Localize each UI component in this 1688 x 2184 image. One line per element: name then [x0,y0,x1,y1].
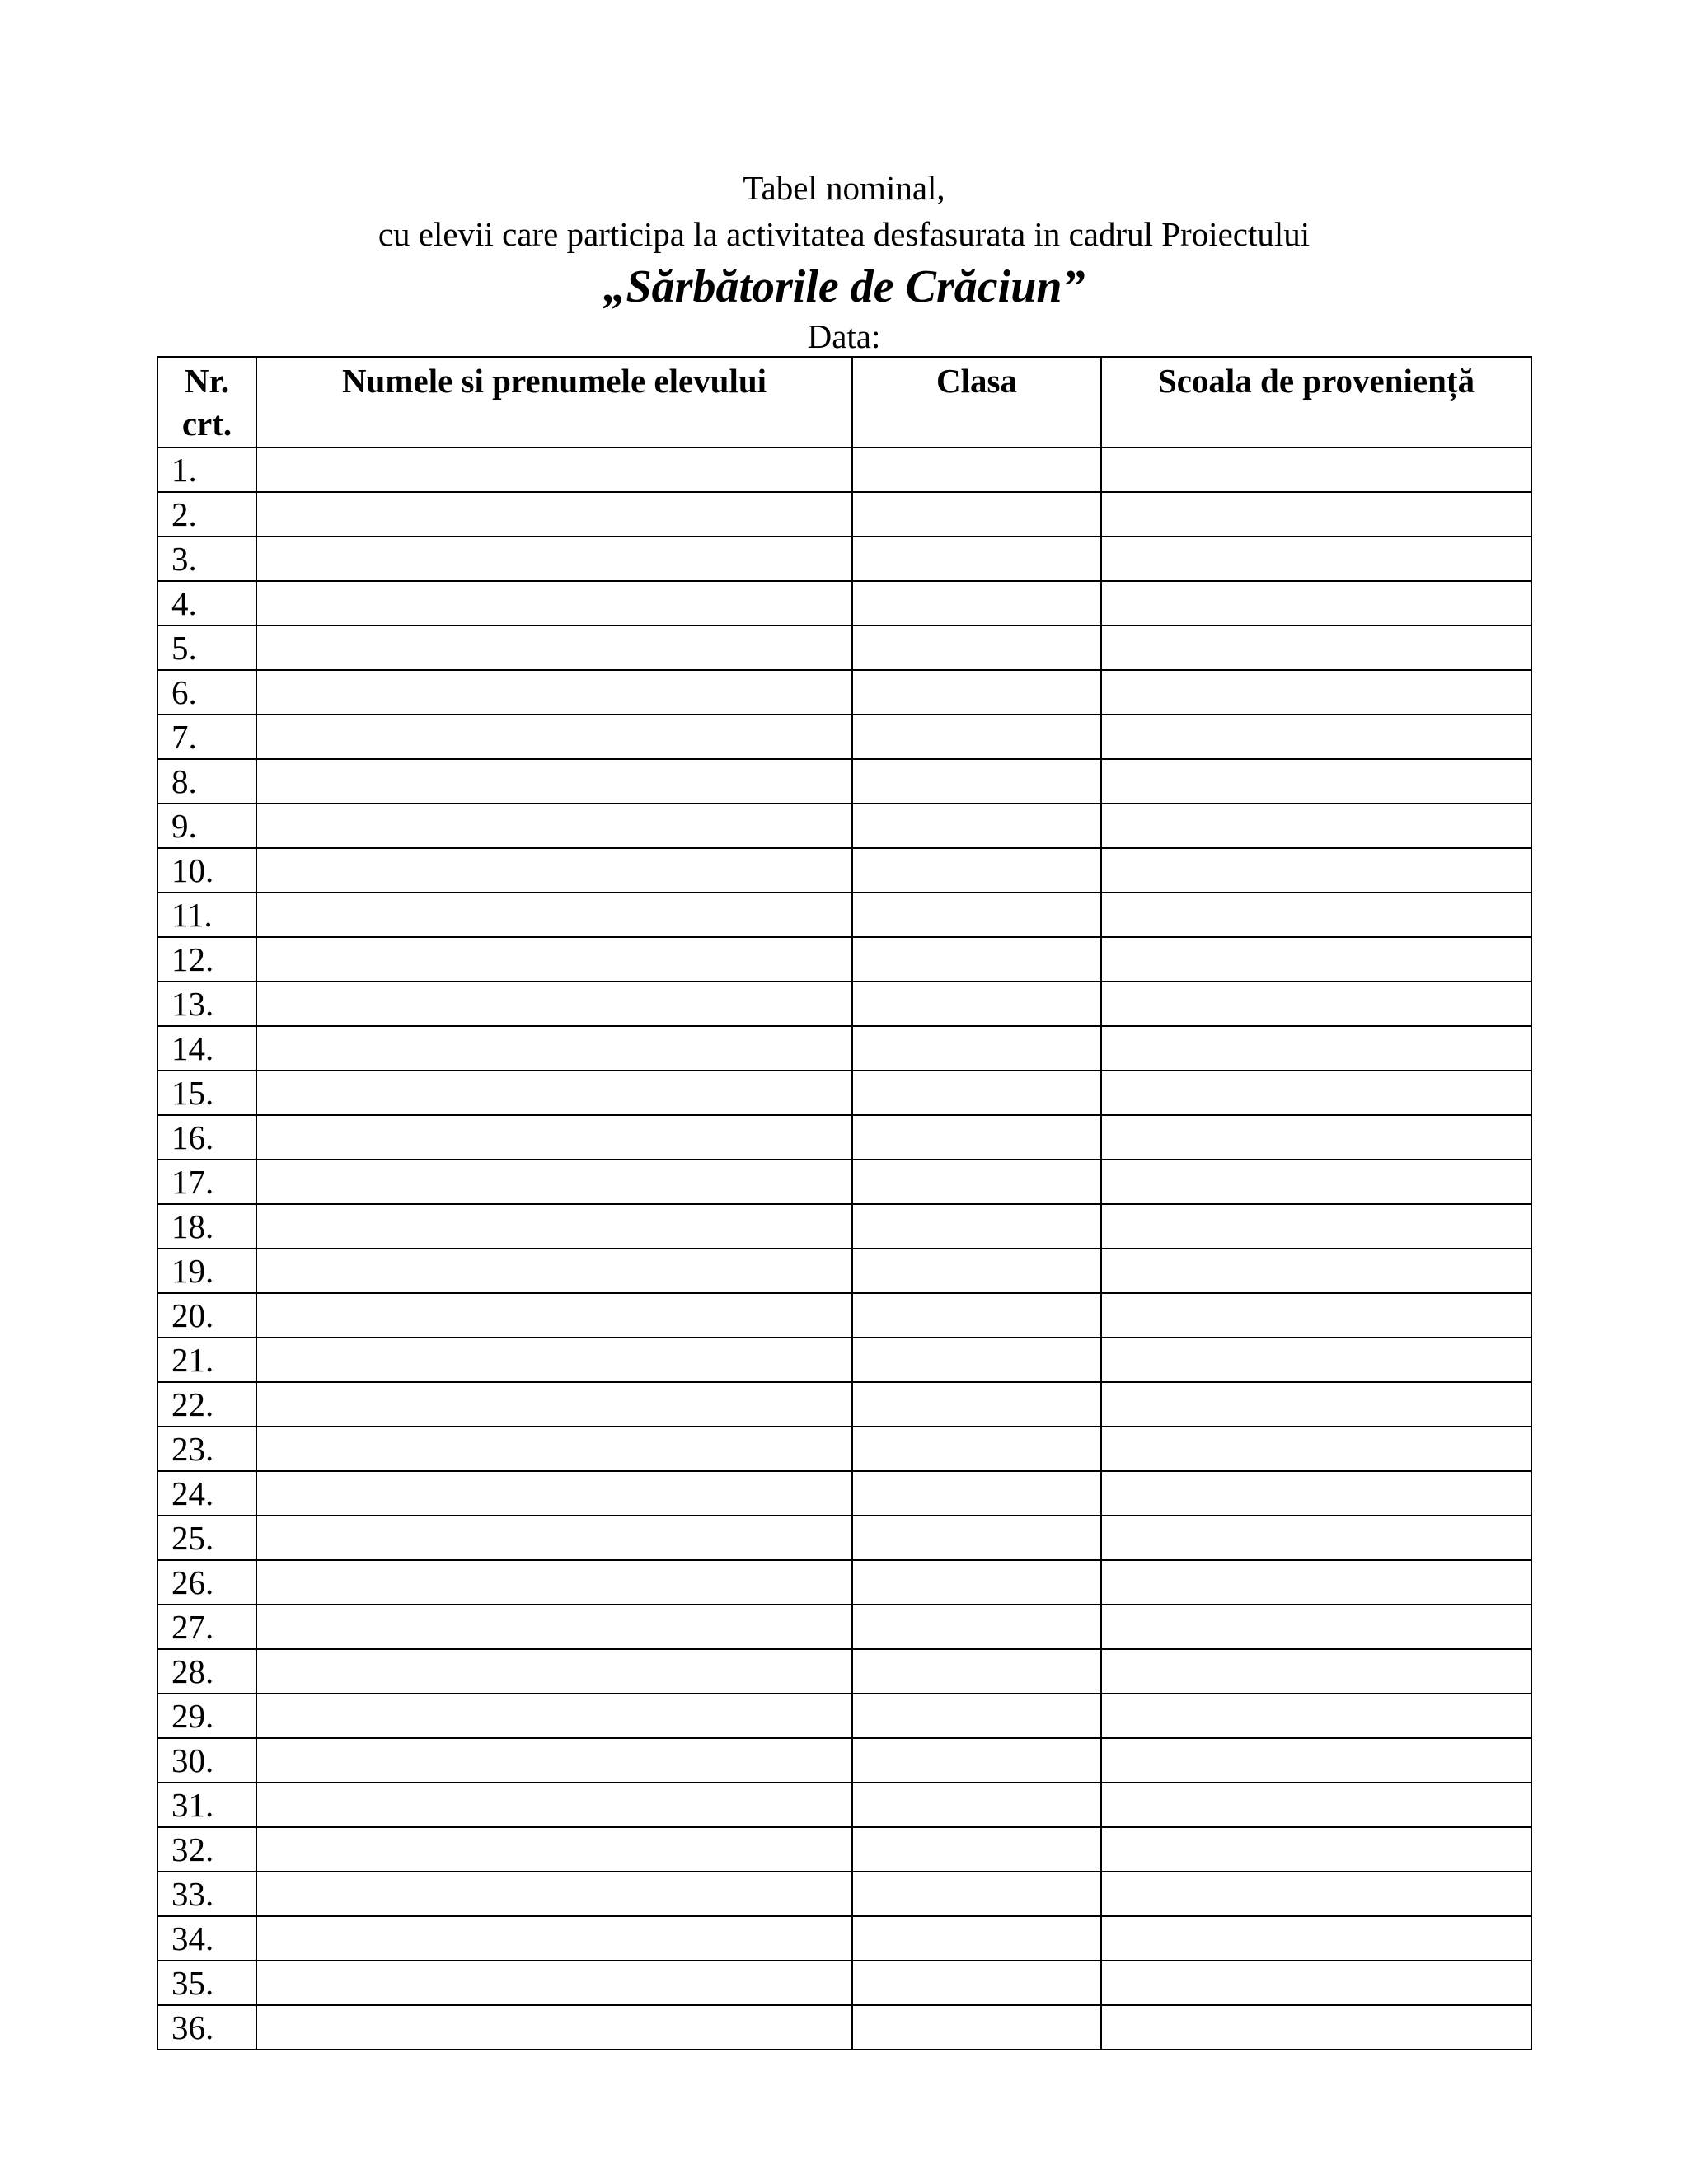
row-number: 18. [157,1204,256,1249]
name-cell[interactable] [256,1738,852,1783]
school-cell[interactable] [1101,1427,1531,1471]
row-number: 30. [157,1738,256,1783]
name-cell[interactable] [256,448,852,492]
table-row [157,1471,1531,1516]
school-cell[interactable] [1101,1471,1531,1516]
table-row [157,1738,1531,1783]
document-subheading: cu elevii care participa la activitatea desfasurata in cadrul Proiectului [377,215,1311,253]
row-number: 3. [157,537,256,581]
school-cell[interactable] [1101,1160,1531,1204]
class-cell[interactable] [852,492,1101,537]
name-cell[interactable] [256,581,852,626]
table-row [157,1827,1531,1872]
row-number: 34. [157,1916,256,1961]
class-cell[interactable] [852,804,1101,848]
column-header-name: Numele si prenumele elevului [256,357,852,448]
school-cell[interactable] [1101,715,1531,759]
school-cell[interactable] [1101,804,1531,848]
table-row [157,893,1531,937]
row-number: 21. [157,1338,256,1382]
table-row [157,537,1531,581]
row-number: 2. [157,492,256,537]
row-number: 24. [157,1471,256,1516]
table-row [157,1872,1531,1916]
class-cell[interactable] [852,448,1101,492]
class-cell[interactable] [852,1160,1101,1204]
school-cell[interactable] [1101,581,1531,626]
table-row [157,670,1531,715]
column-header-nr: Nr. crt. [157,357,256,448]
table-row [157,937,1531,982]
class-cell[interactable] [852,1694,1101,1738]
table-row [157,1560,1531,1605]
name-cell[interactable] [256,1249,852,1293]
name-cell[interactable] [256,1471,852,1516]
row-number: 8. [157,759,256,804]
name-cell[interactable] [256,1605,852,1649]
name-cell[interactable] [256,1649,852,1694]
row-number: 36. [157,2005,256,2050]
table-row [157,715,1531,759]
roster-body [157,448,1531,2050]
name-cell[interactable] [256,1516,852,1560]
student-roster-table [157,356,1532,2050]
name-cell[interactable] [256,1026,852,1071]
class-cell[interactable] [852,1605,1101,1649]
class-cell[interactable] [852,982,1101,1026]
class-cell[interactable] [852,715,1101,759]
row-number: 4. [157,581,256,626]
table-row [157,1516,1531,1560]
class-cell[interactable] [852,581,1101,626]
row-number: 27. [157,1605,256,1649]
school-cell[interactable] [1101,626,1531,670]
table-row [157,1204,1531,1249]
school-cell[interactable] [1101,1115,1531,1160]
name-cell[interactable] [256,537,852,581]
name-cell[interactable] [256,982,852,1026]
class-cell[interactable] [852,1783,1101,1827]
table-row [157,1338,1531,1382]
class-cell[interactable] [852,670,1101,715]
table-row [157,1694,1531,1738]
row-number: 23. [157,1427,256,1471]
name-cell[interactable] [256,848,852,893]
school-cell[interactable] [1101,1382,1531,1427]
column-header-school: Scoala de proveniență [1101,357,1531,448]
school-cell[interactable] [1101,937,1531,982]
name-cell[interactable] [256,492,852,537]
name-cell[interactable] [256,1916,852,1961]
name-cell[interactable] [256,1293,852,1338]
table-row [157,1382,1531,1427]
document-heading: Tabel nominal, [743,169,945,207]
name-cell[interactable] [256,759,852,804]
name-cell[interactable] [256,2005,852,2050]
class-cell[interactable] [852,893,1101,937]
row-number: 28. [157,1649,256,1694]
class-cell[interactable] [852,1026,1101,1071]
class-cell[interactable] [852,1249,1101,1293]
row-number: 13. [157,982,256,1026]
table-row [157,804,1531,848]
table-row [157,848,1531,893]
class-cell[interactable] [852,1827,1101,1872]
name-cell[interactable] [256,1338,852,1382]
class-cell[interactable] [852,1649,1101,1694]
school-cell[interactable] [1101,1827,1531,1872]
school-cell[interactable] [1101,1204,1531,1249]
class-cell[interactable] [852,537,1101,581]
column-header-class: Clasa [852,357,1101,448]
table-row [157,581,1531,626]
name-cell[interactable] [256,1827,852,1872]
table-row [157,1783,1531,1827]
name-cell[interactable] [256,1872,852,1916]
table-row [157,1071,1531,1115]
row-number: 35. [157,1961,256,2005]
name-cell[interactable] [256,1783,852,1827]
class-cell[interactable] [852,1115,1101,1160]
class-cell[interactable] [852,1293,1101,1338]
table-row [157,1605,1531,1649]
table-row [157,1249,1531,1293]
school-cell[interactable] [1101,1872,1531,1916]
table-row [157,448,1531,492]
name-cell[interactable] [256,626,852,670]
class-cell[interactable] [852,2005,1101,2050]
row-number: 22. [157,1382,256,1427]
row-number: 16. [157,1115,256,1160]
table-row [157,1427,1531,1471]
row-number: 29. [157,1694,256,1738]
table-row [157,1293,1531,1338]
row-number: 6. [157,670,256,715]
table-header-row [157,357,1531,448]
row-number: 17. [157,1160,256,1204]
school-cell[interactable] [1101,1783,1531,1827]
table-row [157,1961,1531,2005]
class-cell[interactable] [852,1516,1101,1560]
table-row [157,759,1531,804]
class-cell[interactable] [852,1738,1101,1783]
document-header [0,165,1688,356]
class-cell[interactable] [852,1916,1101,1961]
row-number: 1. [157,448,256,492]
row-number: 9. [157,804,256,848]
row-number: 5. [157,626,256,670]
table-row [157,982,1531,1026]
row-number: 10. [157,848,256,893]
class-cell[interactable] [852,1872,1101,1916]
school-cell[interactable] [1101,1249,1531,1293]
school-cell[interactable] [1101,2005,1531,2050]
class-cell[interactable] [852,1427,1101,1471]
table-row [157,626,1531,670]
class-cell[interactable] [852,848,1101,893]
school-cell[interactable] [1101,1605,1531,1649]
table-row [157,1916,1531,1961]
name-cell[interactable] [256,715,852,759]
class-cell[interactable] [852,1471,1101,1516]
school-cell[interactable] [1101,1293,1531,1338]
class-cell[interactable] [852,759,1101,804]
school-cell[interactable] [1101,1916,1531,1961]
row-number: 7. [157,715,256,759]
row-number: 33. [157,1872,256,1916]
name-cell[interactable] [256,1204,852,1249]
project-title: „Sărbătorile de Crăciun” [603,261,1085,312]
school-cell[interactable] [1101,1026,1531,1071]
name-cell[interactable] [256,1560,852,1605]
name-cell[interactable] [256,1427,852,1471]
name-cell[interactable] [256,1382,852,1427]
name-cell[interactable] [256,1115,852,1160]
name-cell[interactable] [256,1160,852,1204]
school-cell[interactable] [1101,848,1531,893]
row-number: 11. [157,893,256,937]
class-cell[interactable] [852,937,1101,982]
school-cell[interactable] [1101,1649,1531,1694]
table-row [157,492,1531,537]
row-number: 14. [157,1026,256,1071]
row-number: 19. [157,1249,256,1293]
table-row [157,1026,1531,1071]
class-cell[interactable] [852,1560,1101,1605]
date-label: Data: [807,317,881,355]
table-row [157,1649,1531,1694]
school-cell[interactable] [1101,1694,1531,1738]
school-cell[interactable] [1101,448,1531,492]
name-cell[interactable] [256,670,852,715]
class-cell[interactable] [852,1204,1101,1249]
school-cell[interactable] [1101,537,1531,581]
school-cell[interactable] [1101,893,1531,937]
name-cell[interactable] [256,1694,852,1738]
row-number: 25. [157,1516,256,1560]
name-cell[interactable] [256,937,852,982]
name-cell[interactable] [256,804,852,848]
school-cell[interactable] [1101,670,1531,715]
school-cell[interactable] [1101,982,1531,1026]
class-cell[interactable] [852,1338,1101,1382]
row-number: 31. [157,1783,256,1827]
name-cell[interactable] [256,1071,852,1115]
class-cell[interactable] [852,1382,1101,1427]
school-cell[interactable] [1101,1961,1531,2005]
row-number: 26. [157,1560,256,1605]
table-row [157,1115,1531,1160]
school-cell[interactable] [1101,1738,1531,1783]
school-cell[interactable] [1101,492,1531,537]
table-row [157,2005,1531,2050]
row-number: 32. [157,1827,256,1872]
row-number: 20. [157,1293,256,1338]
school-cell[interactable] [1101,1516,1531,1560]
name-cell[interactable] [256,1961,852,2005]
school-cell[interactable] [1101,759,1531,804]
school-cell[interactable] [1101,1071,1531,1115]
class-cell[interactable] [852,1071,1101,1115]
school-cell[interactable] [1101,1338,1531,1382]
row-number: 15. [157,1071,256,1115]
school-cell[interactable] [1101,1560,1531,1605]
name-cell[interactable] [256,893,852,937]
class-cell[interactable] [852,626,1101,670]
row-number: 12. [157,937,256,982]
class-cell[interactable] [852,1961,1101,2005]
table-row [157,1160,1531,1204]
